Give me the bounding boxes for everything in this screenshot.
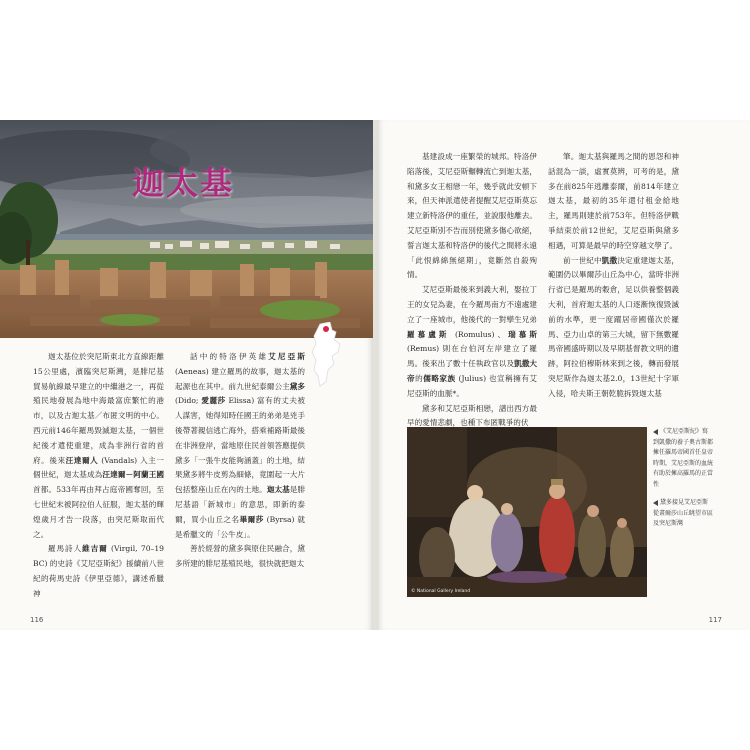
- text-run: (Romulus)、: [449, 329, 509, 339]
- text-run: (Vandals) 入主一個世紀，迦太基成為: [33, 455, 164, 480]
- text-run: (Remus) 則在台伯河左岸建立了羅馬。後來出了數十任執政官以及: [407, 344, 537, 369]
- bold-term: 汪達爾人: [65, 455, 99, 465]
- chapter-title: 迦太基: [132, 164, 235, 202]
- left-page: [0, 120, 373, 630]
- text-run: 艾尼亞斯最後來到義大利，娶拉丁王的女兒為妻，在今羅馬南方不遠處建立了一座城市，他後代的一對孿生兄弟: [407, 285, 537, 324]
- caption-aeneid: 《艾尼亞斯紀》寫到凱撒的養子奧古斯都擁任羅馬帝國首任皇帝時期，艾尼亞斯的血統有助於擁高羅馬的正當性: [653, 428, 714, 488]
- paragraph: [175, 350, 305, 542]
- paragraph: [548, 150, 679, 254]
- paragraph: [33, 542, 164, 601]
- text-run: 黛多和艾尼亞斯相戀，譜出西方最早的愛情悲劇，也種下布匿戰爭的伏: [407, 403, 537, 428]
- text-run: 是腓尼基語「新城市」的意思，即新的泰爾，買小山丘之名: [175, 485, 306, 524]
- paragraph: [407, 150, 537, 283]
- carthage-ruins-photo: [0, 120, 373, 338]
- hero-photo: [0, 120, 373, 338]
- bold-term: 迦太基: [266, 485, 290, 495]
- caption-painting: 黛多接見艾尼亞斯從畫爾莎山丘眺望市區及突尼斯灣: [653, 499, 714, 527]
- triangle-left-icon: [653, 500, 658, 506]
- bold-term: 瑞慕斯: [508, 329, 538, 339]
- text-run: 首都。533年再由拜占庭帝國奪回，至七世紀末被阿拉伯人征服，迦太基的輝煌歲月才告一段落，由突尼斯取而代之。: [33, 485, 164, 539]
- text-run: 話中的特洛伊英雄: [190, 352, 269, 361]
- text-run: (Byrsa) 就是希臘文的「公牛皮」。: [175, 514, 306, 539]
- text-run: (Aeneas) 建立羅馬的故事，迦太基的起源也在其中。前九世紀泰爾公主: [175, 366, 305, 391]
- text-run: (Dido;: [175, 396, 202, 406]
- paragraph: [33, 350, 164, 542]
- paragraph: [407, 283, 537, 401]
- text-run: 基建設成一座繁榮的城邦。特洛伊陷落後，艾尼亞斯輾轉流亡到迦太基，和黛多女王相戀一年，幾乎就此安頓下來，但天神派遣使者提醒艾尼亞斯莫忘建立新特洛伊的重任，並說服他離去。艾尼亞斯別不告而別使黛多傷心欲絕，誓言迦太基和特洛伊的後代之間將永遠「此恨綿綿無絕期」，竟斷然自殺殉情。: [407, 152, 537, 280]
- paragraph: [175, 542, 305, 572]
- bold-term: 愛麗莎: [201, 396, 226, 406]
- right-page: [377, 120, 750, 630]
- text-run: Elissa) 富有的丈夫被人謀害，她得知時任國王的弟弟是兇手後帶著親信逃亡海外，搭乘補路斯最後在非洲登岸，當地原住民首領答應提供黛多「一張牛皮能夠涵蓋」的土地，結果黛多將牛皮剪為細條，竟圍起一大片包括整座山丘在內的土地。: [175, 396, 306, 495]
- paragraph: [548, 254, 679, 402]
- bold-term: 凱撒大帝: [407, 359, 538, 383]
- right-column-2: [548, 150, 679, 402]
- text-run: (Virgil, 70–19 BC) 的史詩《艾尼亞斯紀》援續前八世紀的荷馬史詩《伊里亞德》，講述希臘神: [33, 544, 165, 598]
- book-spread: [0, 120, 750, 630]
- bold-term: 汪達爾－阿蘭王國: [102, 470, 165, 480]
- bold-term: 凱撒: [601, 255, 618, 265]
- text-run: (Julius) 也宣稱擁有艾尼亞斯的血脈*。: [407, 373, 538, 398]
- text-run: 決定重建迦太基，範圍仍以畢爾莎山丘為中心，當時非洲行省已是羅馬的穀倉，足以供養整個義大利，首府迦太基的人口逐漸恢復毀滅前的水準，更一度躍居帝國僅次於羅馬、亞力山卓的第三大城，留下無數羅馬帝國盛時期以及早期基督教文明的遺跡，阿拉伯穆斯林來到之後，轉而發展突尼斯作為迦太基2.0，13世紀十字軍入侵，哈夫斯王朝乾脆拆毀迦太基: [548, 255, 680, 398]
- painting-credit: © National Gallery Ireland: [411, 589, 471, 594]
- page-number-left: 116: [30, 616, 44, 624]
- bold-term: 畢爾莎: [239, 514, 264, 524]
- carthage-location-marker: [323, 326, 329, 332]
- left-column-2: [175, 350, 305, 572]
- text-run: 的: [415, 373, 424, 383]
- text-run: 羅馬詩人: [48, 544, 83, 554]
- tunisia-map-icon: [306, 322, 346, 388]
- bold-term: 羅慕盧斯: [407, 329, 450, 339]
- left-column-1: [33, 350, 164, 602]
- bold-term: 艾尼亞斯: [268, 352, 306, 361]
- page-number-right: 117: [708, 616, 722, 624]
- text-run: 筆。迦太基與羅馬之間的恩怨和神話混為一談，虛實莫辨，可考的是，黛多在前825年逃離泰爾，前814年建立迦太基，最初的35年還付租金給地主，羅馬則建於前753年。但特洛伊戰爭結束於前12世紀，艾尼亞斯與黛多相遇，可算是最早的時空穿越文學了。: [548, 152, 679, 250]
- bold-term: 儒略家族: [423, 373, 456, 383]
- bold-term: 黛多: [289, 381, 306, 391]
- bold-term: 維吉爾: [82, 544, 108, 554]
- triangle-left-icon: [653, 429, 658, 435]
- text-run: 迦太基位於突尼斯東北方直線距離15公里處，濱臨突尼斯灣，是腓尼基貿易航線最早建立的中繼港之一，再從殖民地發展為地中海最富庶繁忙的港市，以及古迦太基／布匿文明的中心。西元前146年羅馬毀滅迦太基，一個世紀後才遣使重建，成為非洲行省的首府。後來: [33, 352, 164, 465]
- right-column-1: [407, 150, 537, 431]
- painting-dido-receives-aeneas: [407, 427, 647, 597]
- text-run: 前一世紀中: [563, 255, 602, 265]
- text-run: 善於經營的黛多與原住民融合，黛多所建的腓尼基殖民地，很快就把迦太: [175, 544, 305, 569]
